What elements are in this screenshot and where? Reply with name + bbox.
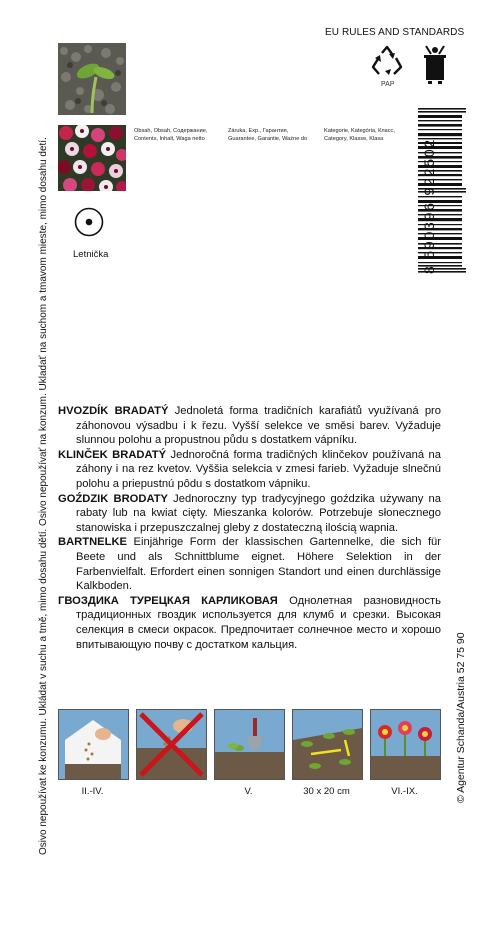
waste-bin-icon xyxy=(418,44,452,86)
info-line: Kategorie, Kategória, Класс, xyxy=(324,128,395,134)
spacing-icon xyxy=(292,709,363,780)
step-label-sowing: II.-IV. xyxy=(81,786,104,797)
flowering-icon xyxy=(370,709,441,780)
seedling-photo xyxy=(58,43,126,115)
sowing-indoors-icon xyxy=(58,709,129,780)
description-title: GOŹDZIK BRODATY xyxy=(58,492,168,505)
description-title: BARTNELKE xyxy=(58,536,127,549)
info-column-category xyxy=(324,127,395,143)
step-label-flowering: VI.-IX. xyxy=(391,786,418,797)
info-column-contents xyxy=(134,127,207,143)
step-label-transplant: V. xyxy=(244,786,253,797)
storage-notice: Osivo nepoužívat ke konzumu. Ukládat v suchu a tmě, mimo dosahu dětí. Osivo nepoužívať na konzum. Ukladať na suchom a tmavom mieste, mimo dosahu detí. xyxy=(38,137,49,855)
info-column-guarantee xyxy=(228,127,307,143)
info-line: Category, Klasse, Klasa xyxy=(324,136,384,142)
description-text: Jednoroczny typ tradycyjnego goździka używany na rabaty lub na kwiat cięty. Mieszanka kolorów. Potrzebuje słonecznego stanowiska i przepuszczalnej gleby z dostateczną ilością wapnia. xyxy=(76,492,441,534)
full-sun-icon xyxy=(74,207,104,237)
info-line: Obsah, Obsah, Содержание, xyxy=(134,128,208,134)
description-cz xyxy=(58,404,441,448)
description-text: Однолетная разновидность традиционных гвоздик используется для клумб и срезки. Высокая селекция в смеси окрасок. Предпочитает солнечное место и хорошо впитывающую почву с достатком кальция. xyxy=(76,594,441,651)
no-direct-sowing-icon xyxy=(136,709,207,780)
annual-label: Letnička xyxy=(73,249,109,260)
description-text: Jednoletá forma tradičních karafiátů využívaná pro záhonovou výsadbu i k řezu. Vyšší selekce ve směsi barev. Vyžaduje slunnou polohu a propustnou půdu s dostatkem vápníku. xyxy=(76,405,441,447)
description-de xyxy=(58,535,441,593)
description-block xyxy=(58,404,441,652)
description-text: Einjährige Form der klassischen Gartennelke, die sich für Beete und als Schnittblume eignet. Höhere Selektion in der Farbenvielfalt. Erfordert einen sonnigen Standort und einen durchlässige Kalkboden. xyxy=(76,536,441,593)
recycle-icon xyxy=(370,45,404,79)
copyright-notice: © Agentur Schanda/Austria 52 75 90 xyxy=(455,632,467,803)
description-title: HVOZDÍK BRADATÝ xyxy=(58,405,169,417)
barcode-number: 8 590396 922502 xyxy=(421,138,437,274)
sowing-instructions xyxy=(58,709,439,781)
description-text: Jednoročná forma tradičných klinčekov používaná na záhony i na rez kvetov. Vyššia selekcia v zmesi farieb. Vyžaduje slnečnú polohu a priepustnú pôdu s dostatkom vápniku. xyxy=(76,448,441,490)
step-label-spacing: 30 x 20 cm xyxy=(303,786,350,797)
description-ru xyxy=(58,594,441,652)
info-line: Záruka, Exp., Гарантия, xyxy=(228,128,289,134)
info-line: Guarantee, Garantie, Ważne do xyxy=(228,136,308,142)
description-title: KLINČEK BRADATÝ xyxy=(58,448,167,461)
dianthus-flowers-photo xyxy=(58,125,126,191)
pap-label: PAP xyxy=(381,81,395,88)
description-sk xyxy=(58,448,441,492)
description-pl xyxy=(58,492,441,536)
transplant-icon xyxy=(214,709,285,780)
info-line: Contents, Inhalt, Waga netto xyxy=(134,136,205,142)
description-title: ГВОЗДИКА ТУРЕЦКАЯ КАРЛИКОВАЯ xyxy=(58,594,278,607)
eu-rules-heading: EU RULES AND STANDARDS xyxy=(325,27,465,38)
